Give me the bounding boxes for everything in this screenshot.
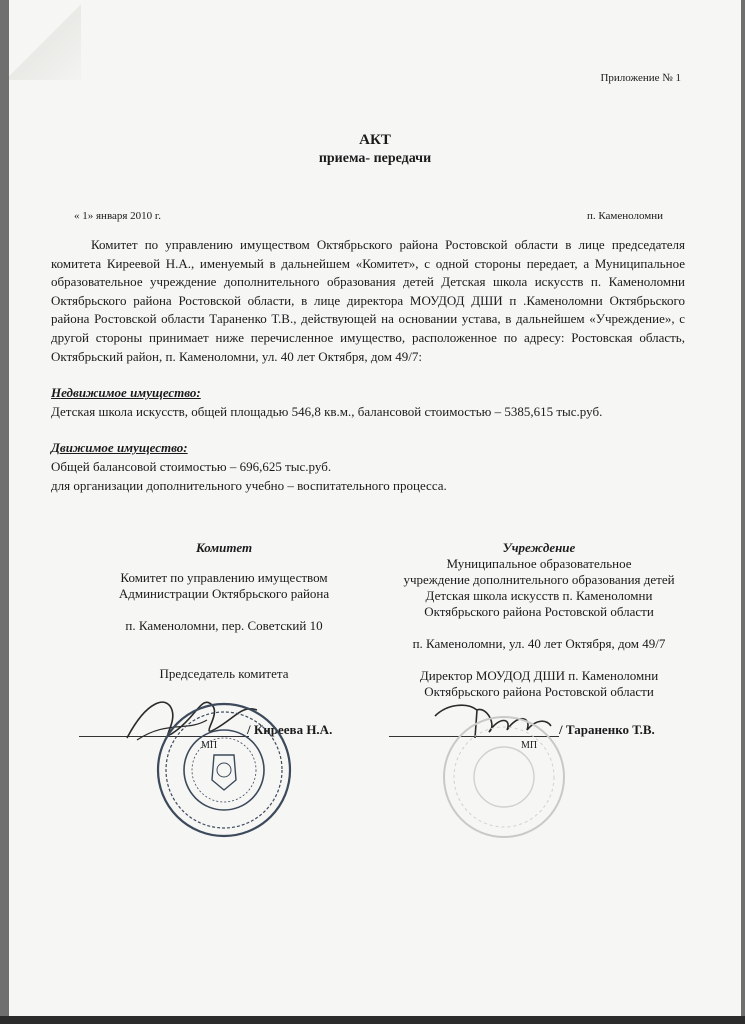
document-subtitle: приема- передачи — [318, 151, 432, 166]
document-page — [9, 0, 741, 1018]
institution-org-line-1: Муниципальное образовательное — [446, 556, 632, 571]
committee-position: Председатель комитета — [159, 666, 289, 681]
committee-round-stamp — [154, 700, 294, 840]
movable-line-2: для организации дополнительного учебно – воспитательного процесса. — [51, 477, 447, 493]
committee-org-line-2: Администрации Октябрьского района — [118, 586, 330, 601]
document-title: АКТ — [359, 132, 391, 148]
committee-signer: / Киреева Н.А. — [247, 722, 333, 737]
institution-org-line-2: учреждение дополнительного образования детей — [403, 572, 675, 587]
institution-org-line-3: Детская школа искусств п. Каменоломни — [425, 588, 653, 603]
main-paragraph: Комитет по управлению имуществом Октябрьского района Ростовской области в лице председателя комитета Киреевой Н.А., именуемый в дальнейшем «Комитет», с одной стороны передает, а Муниципальное образовательное учреждение дополнительного образования детей Детская школа искусств п. Каменоломни Октябрьского района Ростовской области, в лице директора МОУДОД ДШИ п .Каменоломни Октябрьского района Ростовской области Тараненко Т.В., действующей на основании устава, в дальнейшем «Учреждение», с другой стороны принимает ниже перечисленное имущество, расположенное по адресу: Ростовская область, Октябрьский район, п. Каменоломни, ул. 40 лет Октября, дом 49/7: — [51, 237, 685, 364]
document-date: « 1» января 2010 г. — [74, 210, 161, 222]
movable-heading: Движимое имущество: — [51, 440, 188, 456]
institution-org-line-4: Октябрьского района Ростовской области — [424, 604, 654, 619]
immovable-text: Детская школа искусств, общей площадью 546,8 кв.м., балансовой стоимостью – 5385,615 тыс.руб. — [51, 403, 603, 419]
appendix-label: Приложение № 1 — [600, 72, 681, 84]
immovable-heading: Недвижимое имущество: — [51, 385, 201, 401]
committee-block — [79, 540, 369, 682]
committee-address: п. Каменоломни, пер. Советский 10 — [125, 618, 323, 633]
movable-line-1: Общей балансовой стоимостью – 696,625 тыс.руб. — [51, 458, 332, 474]
institution-heading: Учреждение — [502, 540, 576, 555]
committee-heading: Комитет — [195, 540, 253, 555]
institution-position-line-1: Директор МОУДОД ДШИ п. Каменоломни — [419, 668, 659, 683]
scan-bottom-edge — [0, 1016, 745, 1024]
institution-round-stamp — [439, 712, 569, 842]
institution-signer: / Тараненко Т.В. — [559, 722, 655, 737]
committee-mp-label: МП — [201, 740, 218, 751]
document-place: п. Каменоломни — [586, 210, 663, 222]
institution-address: п. Каменоломни, ул. 40 лет Октября, дом 49/7 — [412, 636, 666, 651]
institution-position-line-2: Октябрьского района Ростовской области — [424, 684, 654, 699]
folded-corner — [9, 0, 81, 80]
committee-org-line-1: Комитет по управлению имуществом — [120, 570, 328, 585]
institution-mp-label: МП — [521, 740, 538, 751]
main-paragraph-block — [51, 236, 685, 495]
institution-block — [379, 540, 699, 700]
